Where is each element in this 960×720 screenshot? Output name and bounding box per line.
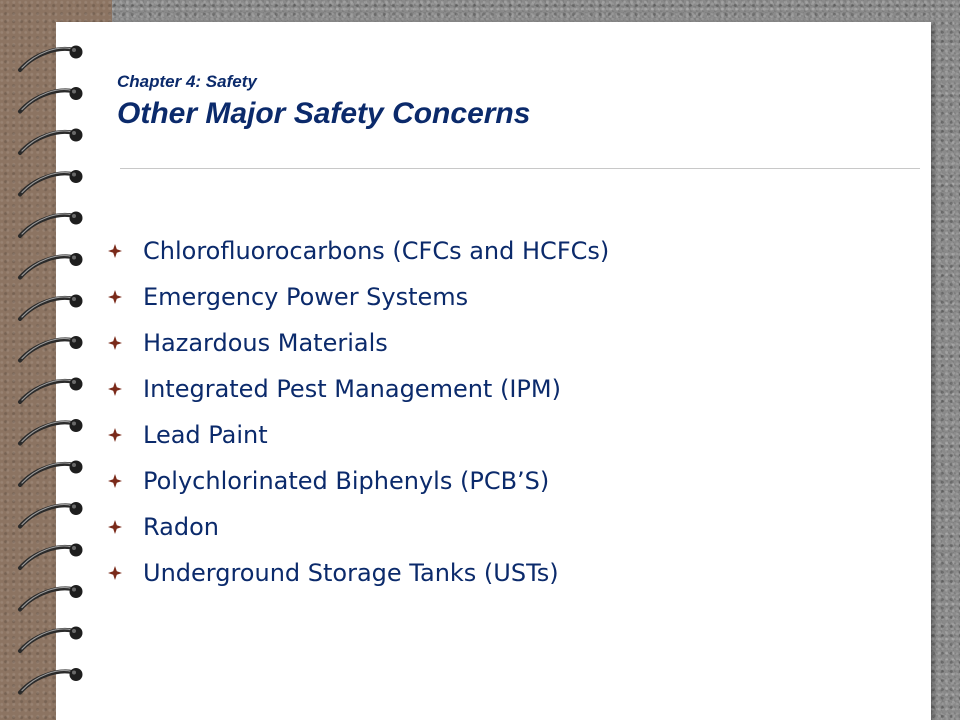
binding-ring	[20, 627, 83, 652]
list-item-text: Radon	[143, 513, 219, 541]
diamond-bullet-icon	[108, 290, 122, 304]
header-divider	[120, 168, 920, 169]
list-item-text: Polychlorinated Biphenyls (PCB’S)	[143, 467, 550, 495]
list-item	[108, 504, 609, 550]
list-item-text: Hazardous Materials	[143, 329, 388, 357]
diamond-bullet-icon	[108, 382, 122, 396]
binding-ring	[20, 253, 83, 278]
diamond-bullet-icon	[108, 244, 122, 258]
slide-header	[117, 72, 530, 132]
list-item-text: Chlorofluorocarbons (CFCs and HCFCs)	[143, 237, 610, 265]
binding-ring	[20, 668, 83, 693]
binding-ring	[20, 419, 83, 444]
slide-title: Other Major Safety Concerns	[117, 97, 531, 131]
spiral-binding	[0, 0, 120, 720]
binding-ring	[20, 544, 83, 569]
list-item	[108, 412, 609, 458]
diamond-bullet-icon	[108, 520, 122, 534]
binding-ring	[20, 378, 83, 403]
list-item	[108, 550, 609, 596]
list-item	[108, 366, 609, 412]
list-item-text: Lead Paint	[143, 421, 268, 449]
binding-ring	[20, 46, 83, 71]
diamond-bullet-icon	[108, 474, 122, 488]
list-item	[108, 274, 609, 320]
binding-ring	[20, 295, 83, 320]
diamond-bullet-icon	[108, 428, 122, 442]
chapter-label: Chapter 4: Safety	[117, 72, 257, 91]
list-item	[108, 228, 609, 274]
binding-ring	[20, 461, 83, 486]
list-item	[108, 458, 609, 504]
bullet-list	[108, 228, 609, 596]
list-item-text: Integrated Pest Management (IPM)	[143, 375, 561, 403]
binding-ring	[20, 336, 83, 361]
binding-ring	[20, 585, 83, 610]
binding-ring	[20, 87, 83, 112]
list-item-text: Emergency Power Systems	[143, 283, 469, 311]
binding-ring	[20, 212, 83, 237]
diamond-bullet-icon	[108, 566, 122, 580]
binding-ring	[20, 502, 83, 527]
binding-ring	[20, 170, 83, 195]
diamond-bullet-icon	[108, 336, 122, 350]
list-item-text: Underground Storage Tanks (USTs)	[143, 559, 559, 587]
binding-ring	[20, 129, 83, 154]
list-item	[108, 320, 609, 366]
